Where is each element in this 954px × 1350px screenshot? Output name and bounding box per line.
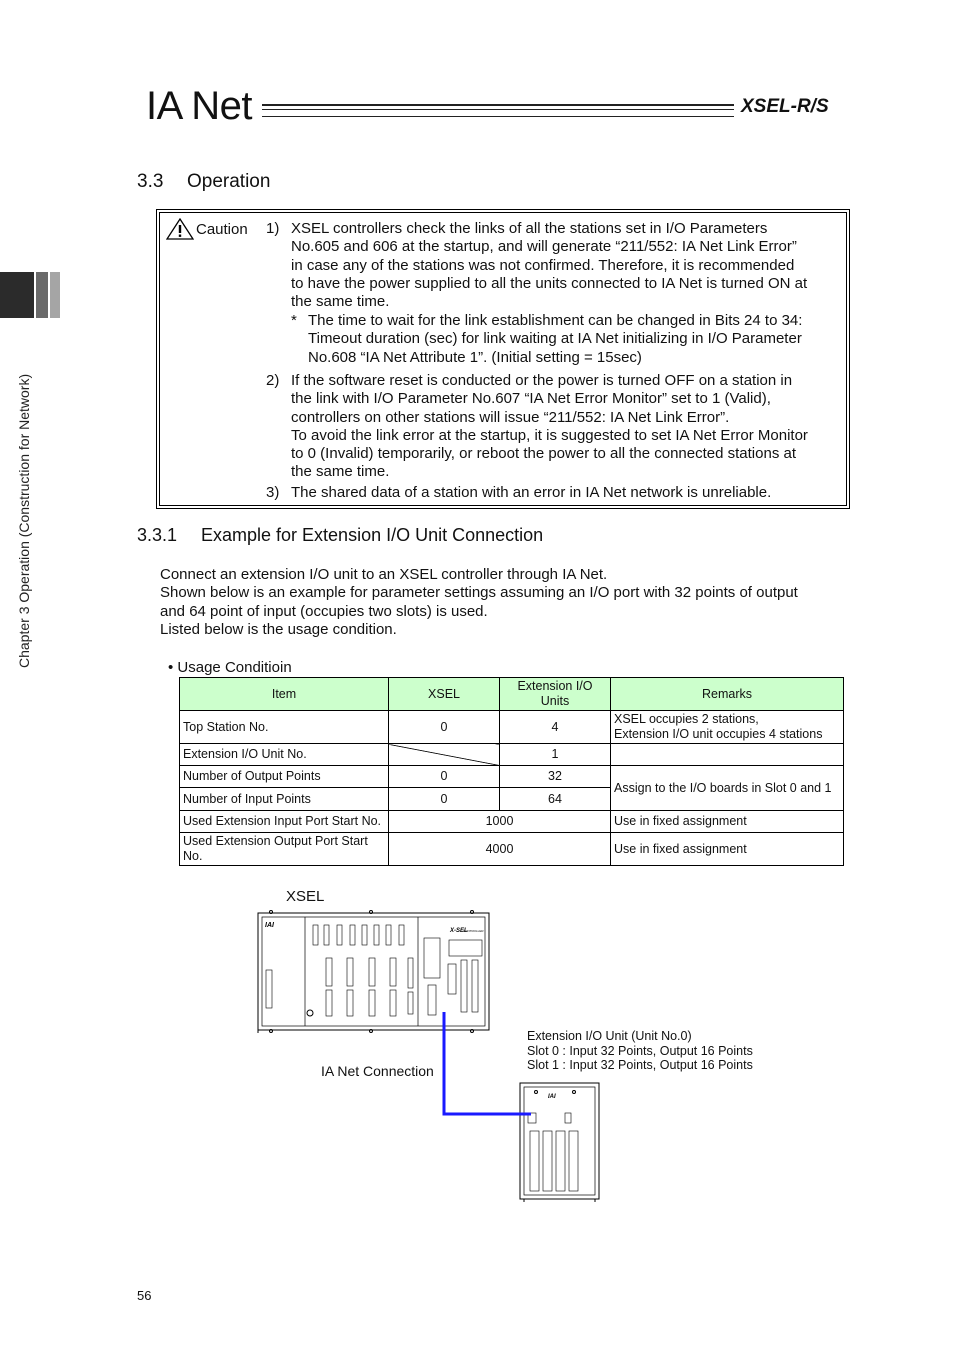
caution-line: The shared data of a station with an error in IA Net network is unreliable.: [291, 484, 772, 501]
intro-line: Connect an extension I/O unit to an XSEL controller through IA Net.: [160, 566, 608, 583]
table-cell: 64: [500, 788, 611, 811]
caution-line: the link with I/O Parameter No.607 “IA Net Error Monitor” set to 1 (Valid),: [291, 390, 771, 408]
subsection-title: Example for Extension I/O Unit Connection: [201, 525, 544, 545]
manual-title: IA Net: [146, 84, 252, 128]
caution-line: in case any of the stations was not confirmed. Therefore, it is recommended: [291, 256, 795, 274]
xsel-label: XSEL: [286, 888, 325, 905]
table-cell: 1000: [389, 811, 611, 833]
caution-item-1-number: 1): [266, 220, 280, 237]
table-cell: Use in fixed assignment: [611, 833, 844, 866]
caution-item-2-number: 2): [266, 372, 280, 389]
table-cell: Used Extension Output Port Start No.: [180, 833, 389, 866]
xsel-brand-sub: CONTROLLER: [463, 929, 484, 933]
remarks-line: XSEL occupies 2 stations,: [614, 712, 759, 726]
table-cell: 4: [500, 711, 611, 744]
ia-net-connection-label: IA Net Connection: [321, 1063, 434, 1079]
table-cell: Use in fixed assignment: [611, 811, 844, 833]
column-header: XSEL: [389, 678, 500, 711]
subsection-number: 3.3.1: [137, 525, 178, 545]
table-cell: Assign to the I/O boards in Slot 0 and 1: [611, 766, 844, 811]
caution-line: to have the power supplied to all the units connected to IA Net is turned ON at: [291, 274, 808, 292]
intro-line: and 64 point of input (occupies two slots) is used.: [160, 602, 488, 620]
caution-line: The time to wait for the link establishment can be changed in Bits 24 to 34:: [308, 312, 803, 329]
table-cell: 4000: [389, 833, 611, 866]
page-number: 56: [137, 1288, 152, 1303]
extension-io-unit: [520, 1083, 599, 1202]
xsel-logo: IAI: [265, 922, 274, 929]
caution-line: to 0 (Invalid) temporarily, or reboot the power to all the connected stations at: [291, 445, 796, 463]
ia-net-cable: [444, 1012, 531, 1114]
intro-line: Shown below is an example for parameter settings assuming an I/O port with 32 points of output: [160, 584, 798, 602]
usage-title: • Usage Conditioin: [168, 659, 292, 676]
caution-line: Timeout duration (sec) for link waiting at IA Net initializing in I/O Parameter: [308, 330, 802, 348]
table-cell: 0: [389, 766, 500, 788]
caution-item-3-number: 3): [266, 484, 280, 501]
caution-line: No.608 “IA Net Attribute 1”. (Initial setting = 15sec): [308, 348, 642, 366]
table-cell: 0: [389, 788, 500, 811]
caution-line: To avoid the link error at the startup, it is suggested to set IA Net Error Monitor: [291, 426, 808, 444]
caution-line: No.605 and 606 at the startup, and will generate “211/552: IA Net Link Error”: [291, 238, 797, 256]
table-cell: Extension I/O Unit No.: [180, 744, 389, 766]
caution-line: the same time.: [291, 293, 390, 311]
model-name: XSEL-R/S: [741, 96, 829, 117]
section-title: Operation: [187, 171, 271, 192]
table-cell: 1: [500, 744, 611, 766]
column-header: Extension I/O Units: [500, 678, 611, 711]
table-cell: Used Extension Input Port Start No.: [180, 811, 389, 833]
table-cell: Top Station No.: [180, 711, 389, 744]
caution-line: XSEL controllers check the links of all the stations set in I/O Parameters: [291, 220, 768, 237]
xsel-brand: X-SEL: [450, 928, 468, 934]
section-number: 3.3: [137, 171, 164, 192]
column-header: Item: [180, 678, 389, 711]
table-cell: 32: [500, 766, 611, 788]
table-cell: Number of Output Points: [180, 766, 389, 788]
table-cell: Number of Input Points: [180, 788, 389, 811]
remarks-line: Extension I/O unit occupies 4 stations: [614, 727, 823, 741]
caution-line: the same time.: [291, 463, 390, 481]
caption-line: Slot 1 : Input 32 Points, Output 16 Points: [527, 1058, 753, 1072]
caution-line: If the software reset is conducted or the power is turned OFF on a station in: [291, 372, 793, 389]
caution-text: Caution: [196, 220, 248, 238]
caution-note-mark: *: [291, 312, 297, 329]
caption-line: Slot 0 : Input 32 Points, Output 16 Points: [527, 1043, 753, 1058]
table-cell: 0: [389, 711, 500, 744]
extension-unit-logo: IAI: [548, 1094, 556, 1100]
chapter-side-label: Chapter 3 Operation (Construction for Network): [16, 373, 32, 668]
column-header: Remarks: [611, 678, 844, 711]
caution-line: controllers on other stations will issue “211/552: IA Net Link Error”.: [291, 408, 730, 426]
caption-line: Extension I/O Unit (Unit No.0): [527, 1029, 692, 1043]
intro-line: Listed below is the usage condition.: [160, 620, 397, 638]
